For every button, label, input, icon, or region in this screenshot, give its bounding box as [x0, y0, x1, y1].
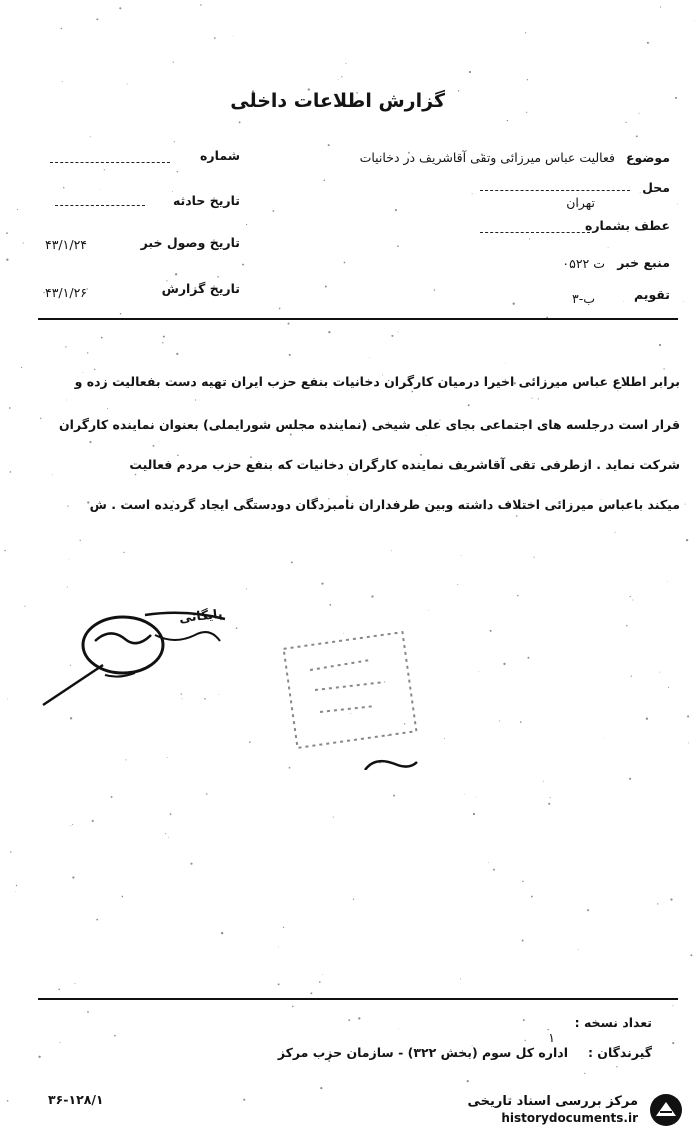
source-label: منبع خبر — [617, 255, 670, 270]
footer-rule — [38, 998, 678, 1000]
header-rule — [38, 318, 678, 320]
document-title: گزارش اطلاعات داخلی — [230, 90, 445, 112]
archive-logo-icon — [646, 1092, 686, 1128]
event-date-dash — [55, 205, 145, 206]
report-date-label: تاریخ گزارش — [161, 281, 240, 296]
copies-value: ۱ — [548, 1030, 555, 1045]
number-label: شماره — [200, 148, 240, 163]
body-line-1: برابر اطلاع عباس میرزائی اخیرا درمیان کارگران دخانیات بنفع حزب ایران تهیه دست بفعالیت زده و — [74, 374, 680, 389]
evaluation-value: ب-۳ — [572, 291, 595, 306]
body-line-2: قرار است درجلسه های اجتماعی بجای علی شیخی (نماینده مجلس شورایملی) بعنوان نماینده کارگران — [58, 417, 680, 432]
body-line-3: شرکت نماید . ازطرفی تقی آقاشریف نماینده کارگران دخانیات که بنفع حزب مردم فعالیت — [129, 457, 680, 472]
number-dash — [50, 162, 170, 163]
place-label: محل — [642, 180, 670, 195]
margin-note: بایگانی — [177, 605, 223, 626]
place-dash — [480, 190, 630, 191]
copies-label: تعداد نسخه : — [574, 1015, 652, 1030]
watermark-en-text: historydocuments.ir — [501, 1110, 638, 1125]
received-date-value: ۴۳/۱/۲۴ — [45, 237, 87, 252]
recipients-label: گیرندگان : — [587, 1045, 652, 1060]
body-line-4: میکند باعباس میرزائی اختلاف داشته وبین طرفداران نامبردگان دودستگی ایجاد گردیده است . ش — [89, 497, 680, 512]
reference-label: عطف بشماره — [584, 218, 670, 233]
event-date-label: تاریخ حادثه — [172, 193, 240, 208]
file-number: ۳۶-۱۲۸/۱ — [48, 1092, 104, 1107]
recipients-value: اداره کل سوم (بخش ۳۲۲) - سازمان حزب مرکز — [277, 1045, 568, 1060]
received-date-label: تاریخ وصول خبر — [140, 235, 240, 250]
subject-value: فعالیت عباس میرزائی وتقی آقاشریف در دخانیات — [359, 150, 615, 165]
source-value: ت ۰۵۲۲ — [562, 256, 605, 271]
watermark — [468, 1092, 687, 1128]
evaluation-label: تقویم — [633, 287, 670, 302]
place-value: تهران — [566, 195, 595, 210]
faded-stamp — [270, 620, 440, 770]
report-date-value: ۴۳/۱/۲۶ — [45, 285, 87, 300]
reference-dash — [480, 232, 590, 233]
watermark-fa-text: مرکز بررسی اسناد تاریخی — [467, 1094, 638, 1110]
subject-label: موضوع — [625, 150, 670, 165]
